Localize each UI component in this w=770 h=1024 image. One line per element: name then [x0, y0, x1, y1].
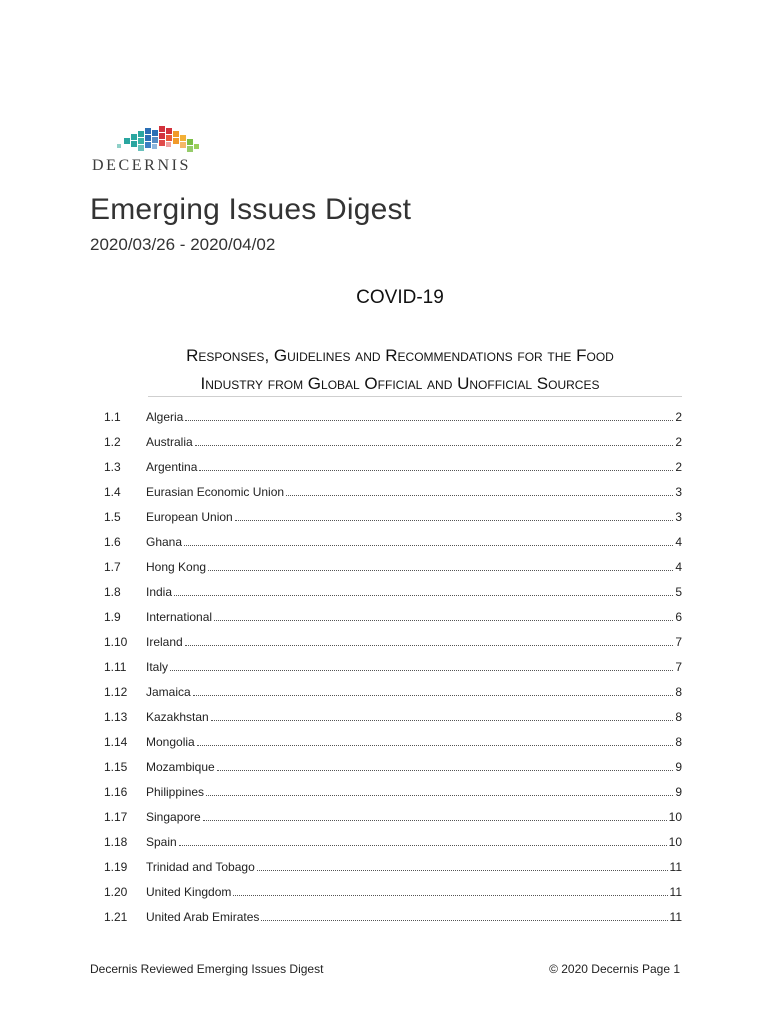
toc-leader-dots — [185, 645, 674, 646]
toc-leader-dots — [257, 870, 668, 871]
toc-entry[interactable] — [90, 835, 682, 860]
toc-entry-page: 2 — [675, 460, 682, 474]
toc-entry-number: 1.8 — [104, 585, 121, 599]
toc-leader-dots — [184, 545, 673, 546]
toc-leader-dots — [217, 770, 674, 771]
toc-leader-dots — [195, 445, 674, 446]
toc-entry-page: 7 — [675, 660, 682, 674]
toc-entry-label: Mongolia — [146, 735, 195, 749]
toc-entry-page: 11 — [669, 860, 682, 874]
toc-entry-label: Mozambique — [146, 760, 215, 774]
section-subtitle — [0, 342, 770, 398]
toc-entry-label: Ghana — [146, 535, 183, 549]
toc-entry-number: 1.11 — [104, 660, 127, 674]
toc-entry-label: India — [146, 585, 173, 599]
toc-entry-label: Spain — [146, 835, 177, 849]
toc-entry[interactable] — [90, 760, 682, 785]
toc-entry-page: 11 — [669, 885, 682, 899]
toc-entry-number: 1.14 — [104, 735, 128, 749]
toc-entry-page: 4 — [675, 535, 682, 549]
toc-entry-number: 1.20 — [104, 885, 128, 899]
table-of-contents — [90, 410, 682, 935]
toc-entry-label: United Arab Emirates — [146, 910, 260, 924]
toc-entry-label: Eurasian Economic Union — [146, 485, 285, 499]
toc-entry-page: 10 — [668, 810, 682, 824]
toc-entry-number: 1.13 — [104, 710, 128, 724]
toc-entry[interactable] — [90, 910, 682, 935]
toc-entry-page: 5 — [675, 585, 682, 599]
heading-divider — [148, 396, 682, 397]
toc-entry-page: 9 — [675, 760, 682, 774]
toc-entry-number: 1.10 — [104, 635, 128, 649]
toc-entry[interactable] — [90, 785, 682, 810]
toc-leader-dots — [203, 820, 667, 821]
toc-entry[interactable] — [90, 610, 682, 635]
toc-entry-label: Argentina — [146, 460, 198, 474]
toc-leader-dots — [233, 895, 667, 896]
toc-entry-number: 1.3 — [104, 460, 121, 474]
toc-entry[interactable] — [90, 685, 682, 710]
toc-entry-label: European Union — [146, 510, 233, 524]
subtitle-line-1: Responses, Guidelines and Recommendations for the Food — [186, 346, 614, 365]
toc-entry-number: 1.21 — [104, 910, 128, 924]
toc-entry-number: 1.12 — [104, 685, 128, 699]
toc-entry-label: Trinidad and Tobago — [146, 860, 255, 874]
toc-entry[interactable] — [90, 585, 682, 610]
toc-leader-dots — [185, 420, 673, 421]
toc-entry[interactable] — [90, 485, 682, 510]
toc-entry-label: Australia — [146, 435, 193, 449]
toc-entry-number: 1.1 — [104, 410, 121, 424]
toc-leader-dots — [197, 745, 674, 746]
toc-entry-page: 6 — [675, 610, 682, 624]
toc-entry-number: 1.6 — [104, 535, 121, 549]
toc-entry-page: 2 — [675, 410, 682, 424]
toc-leader-dots — [208, 570, 673, 571]
toc-entry-page: 8 — [675, 685, 682, 699]
toc-entry[interactable] — [90, 635, 682, 660]
toc-entry[interactable] — [90, 460, 682, 485]
toc-entry-page: 3 — [675, 510, 682, 524]
toc-entry-label: Singapore — [146, 810, 201, 824]
toc-leader-dots — [174, 595, 673, 596]
toc-entry-page: 10 — [668, 835, 682, 849]
toc-entry-label: United Kingdom — [146, 885, 232, 899]
toc-entry[interactable] — [90, 660, 682, 685]
topic-heading: COVID-19 — [356, 287, 444, 308]
toc-entry-number: 1.17 — [104, 810, 128, 824]
toc-leader-dots — [193, 695, 674, 696]
toc-entry-page: 9 — [675, 785, 682, 799]
toc-entry[interactable] — [90, 710, 682, 735]
toc-entry[interactable] — [90, 510, 682, 535]
toc-entry-label: Ireland — [146, 635, 183, 649]
toc-entry-number: 1.18 — [104, 835, 128, 849]
toc-leader-dots — [206, 795, 673, 796]
toc-entry-page: 4 — [675, 560, 682, 574]
toc-leader-dots — [170, 670, 673, 671]
date-range: 2020/03/26 - 2020/04/02 — [90, 235, 276, 254]
toc-leader-dots — [214, 620, 673, 621]
toc-entry-page: 7 — [675, 635, 682, 649]
toc-entry[interactable] — [90, 810, 682, 835]
toc-entry-number: 1.7 — [104, 560, 121, 574]
toc-leader-dots — [199, 470, 673, 471]
toc-entry[interactable] — [90, 735, 682, 760]
document-title: Emerging Issues Digest — [90, 193, 412, 226]
toc-entry-page: 11 — [669, 910, 682, 924]
toc-entry-number: 1.5 — [104, 510, 121, 524]
toc-leader-dots — [261, 920, 667, 921]
toc-entry-page: 3 — [675, 485, 682, 499]
toc-entry[interactable] — [90, 535, 682, 560]
toc-entry-label: Algeria — [146, 410, 184, 424]
toc-entry[interactable] — [90, 435, 682, 460]
toc-leader-dots — [235, 520, 674, 521]
toc-entry[interactable] — [90, 560, 682, 585]
toc-entry-page: 8 — [675, 735, 682, 749]
toc-entry[interactable] — [90, 410, 682, 435]
logo-wordmark: DECERNIS — [92, 157, 192, 174]
toc-entry-number: 1.15 — [104, 760, 128, 774]
toc-entry-number: 1.4 — [104, 485, 121, 499]
toc-entry-page: 8 — [675, 710, 682, 724]
toc-entry-label: Hong Kong — [146, 560, 207, 574]
toc-entry-label: Italy — [146, 660, 169, 674]
toc-entry-number: 1.9 — [104, 610, 121, 624]
toc-leader-dots — [286, 495, 673, 496]
footer-right-text: © 2020 Decernis Page 1 — [549, 962, 680, 976]
subtitle-line-2: Industry from Global Official and Unofficial Sources — [200, 374, 600, 393]
toc-leader-dots — [211, 720, 674, 721]
toc-entry-label: Philippines — [146, 785, 205, 799]
toc-entry-page: 2 — [675, 435, 682, 449]
toc-entry[interactable] — [90, 885, 682, 910]
toc-entry-number: 1.16 — [104, 785, 128, 799]
toc-leader-dots — [179, 845, 667, 846]
toc-entry-label: Kazakhstan — [146, 710, 209, 724]
footer-left-text: Decernis Reviewed Emerging Issues Digest — [90, 962, 324, 976]
toc-entry-label: International — [146, 610, 213, 624]
toc-entry[interactable] — [90, 860, 682, 885]
toc-entry-label: Jamaica — [146, 685, 191, 699]
toc-entry-number: 1.2 — [104, 435, 121, 449]
toc-entry-number: 1.19 — [104, 860, 128, 874]
